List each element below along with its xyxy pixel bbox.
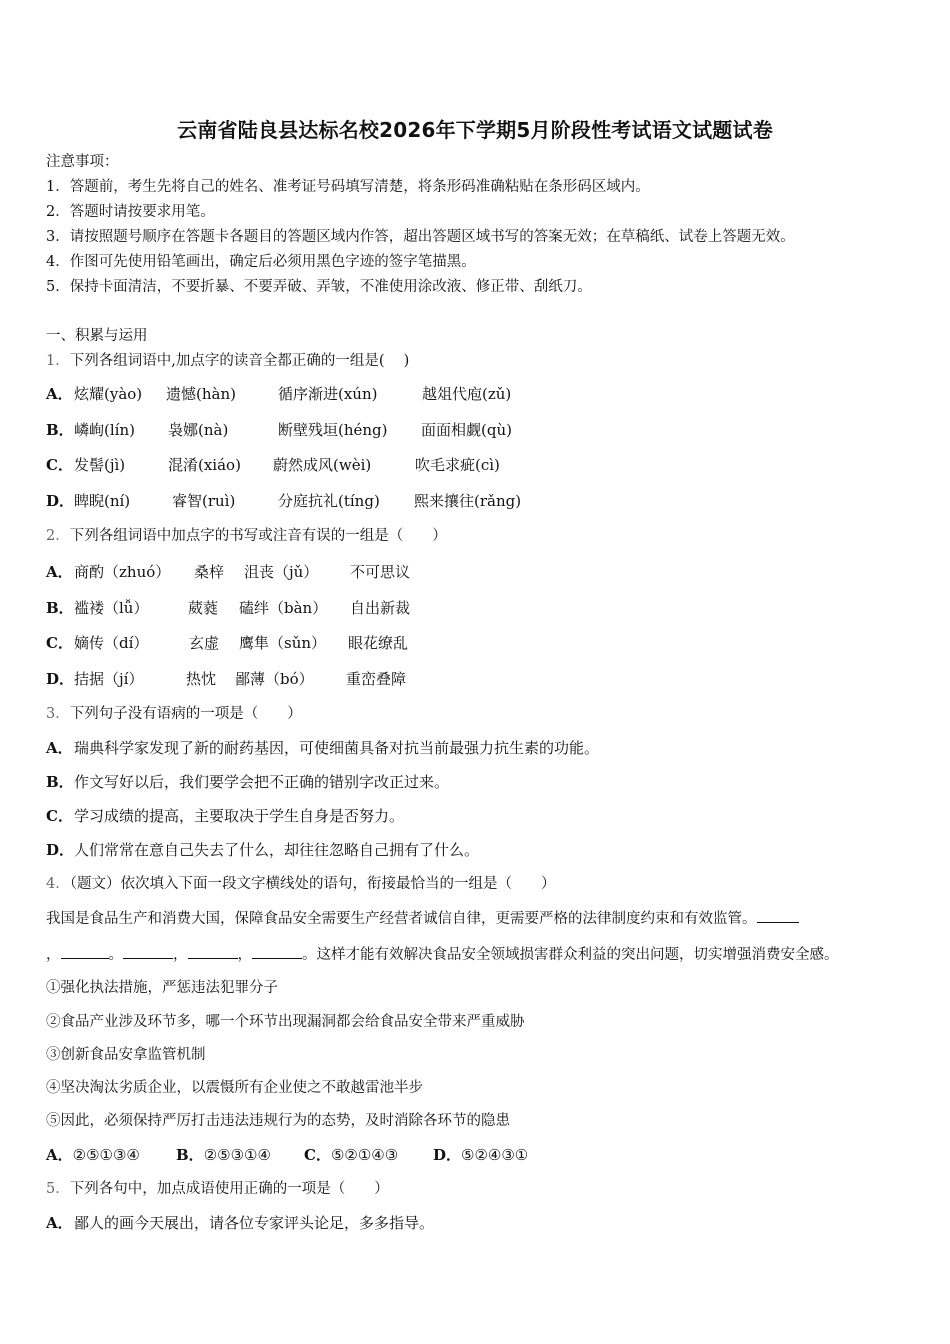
option-text: 人们常常在意自己失去了什么，却往往忽略自己拥有了什么。	[74, 841, 480, 859]
option-text: ⑤②④③①	[461, 1146, 529, 1164]
option-label: D．	[433, 1146, 462, 1164]
q2-option-a	[46, 562, 411, 582]
option-item: 熙来攘往(rǎng)	[414, 492, 522, 510]
q3-option-a	[46, 738, 599, 758]
option-text: 鄙人的画今天展出，请各位专家评头论足，多多指导。	[74, 1214, 435, 1232]
option-item: 蔚然成风(wèi)	[273, 456, 372, 474]
section-heading: 一、积累与运用	[46, 328, 148, 344]
option-item: 商酌（zhuó）	[74, 563, 171, 581]
option-text: 学习成绩的提高，主要取决于学生自身是否努力。	[74, 807, 405, 825]
option-item: 沮丧（jǔ）	[244, 563, 319, 581]
punctuation: ，	[237, 947, 252, 963]
question-text: 下列各句中，加点成语使用正确的一项是（ ）	[69, 1181, 389, 1197]
option-item: 睥睨(ní)	[74, 492, 131, 510]
passage-text: 我国是食品生产和消费大国，保障食品安全需要生产经营者诚信自律，更需要严格的法律制度约束和有效监管。	[46, 911, 757, 927]
q4-option-d	[433, 1145, 528, 1165]
option-item: 重峦叠障	[346, 670, 407, 688]
punctuation: ，	[173, 947, 188, 963]
option-item: 断壁残垣(héng)	[278, 421, 388, 439]
question-text: 下列句子没有语病的一项是（ ）	[69, 706, 302, 722]
q4-statement: ⑤因此，必须保持严厉打击违法违规行为的态势，及时消除各环节的隐患	[46, 1113, 510, 1129]
question-text: 下列各组词语中加点字的书写或注音有误的一组是（ ）	[69, 528, 447, 544]
option-item: 葳蕤	[188, 599, 219, 617]
option-item: 混淆(xiáo)	[168, 456, 241, 474]
option-label: B．	[46, 421, 74, 439]
option-label: B．	[46, 599, 74, 617]
notice-item: 4．作图可先使用铅笔画出，确定后必须用黑色字迹的签字笔描黑。	[46, 254, 476, 270]
option-item: 拮据（jí）	[74, 670, 144, 688]
q2-option-b	[46, 598, 411, 618]
option-label: C．	[304, 1146, 331, 1164]
option-text: 作文写好以后，我们要学会把不正确的错别字改正过来。	[74, 773, 450, 791]
q4-statement: ②食品产业涉及环节多，哪一个环节出现漏洞都会给食品安全带来严重威胁	[46, 1014, 525, 1030]
question-number: 4．	[46, 876, 70, 892]
option-label: D．	[46, 841, 75, 859]
option-label: A．	[46, 1146, 73, 1164]
option-text: ②⑤①③④	[72, 1146, 140, 1164]
question-text: 下列各组词语中,加点字的读音全都正确的一组是( )	[69, 353, 410, 369]
option-item: 睿智(ruì)	[172, 492, 236, 510]
option-item: 鹰隼（sǔn）	[239, 634, 327, 652]
notice-item: 2．答题时请按要求用笔。	[46, 204, 215, 220]
q3-option-d	[46, 840, 479, 860]
option-text: ②⑤③①④	[203, 1146, 271, 1164]
exam-title: 云南省陆良县达标名校2026年下学期5月阶段性考试语文试题试卷	[177, 118, 773, 142]
option-item: 眼花缭乱	[348, 634, 409, 652]
q4-statement: ④坚决淘汰劣质企业，以震慑所有企业使之不敢越雷池半步	[46, 1080, 423, 1096]
option-item: 面面相觑(qù)	[421, 421, 512, 439]
option-item: 吹毛求疵(cì)	[415, 456, 500, 474]
q1-option-b	[46, 420, 512, 440]
option-item: 鄙薄（bó）	[235, 670, 314, 688]
question-text: （题文）依次填入下面一段文字横线处的语句，衔接最恰当的一组是（ ）	[69, 876, 556, 892]
q1-option-d	[46, 491, 522, 511]
punctuation: ，	[46, 947, 61, 963]
option-label: A．	[46, 1214, 73, 1232]
option-item: 自出新裁	[350, 599, 411, 617]
question-5-stem	[46, 1179, 389, 1199]
option-label: C．	[46, 634, 73, 652]
answer-blank	[188, 944, 238, 959]
option-item: 热忱	[186, 670, 217, 688]
option-item: 嶙峋(lín)	[74, 421, 135, 439]
punctuation: 。	[108, 947, 123, 963]
answer-blank	[123, 944, 173, 959]
option-label: A．	[46, 739, 73, 757]
option-label: B．	[46, 773, 74, 791]
question-number: 2．	[46, 528, 70, 544]
question-3-stem	[46, 704, 302, 724]
q4-statement: ①强化执法措施，严惩违法犯罪分子	[46, 980, 278, 996]
notice-item: 3．请按照题号顺序在答题卡各题目的答题区域内作答，超出答题区域书写的答案无效；在草稿纸、试卷上答题无效。	[46, 229, 795, 245]
option-item: 玄虚	[189, 634, 220, 652]
q1-option-c	[46, 455, 500, 475]
q3-option-b	[46, 772, 449, 792]
option-label: C．	[46, 807, 73, 825]
option-item: 越俎代庖(zǔ)	[422, 385, 512, 403]
option-item: 磕绊（bàn）	[239, 599, 328, 617]
option-item: 遗憾(hàn)	[166, 385, 236, 403]
notice-item: 5．保持卡面清洁，不要折暴、不要弄破、弄皱，不准使用涂改液、修正带、刮纸刀。	[46, 279, 592, 295]
option-item: 发髻(jì)	[74, 456, 126, 474]
notice-heading: 注意事项：	[46, 154, 119, 170]
option-item: 分庭抗礼(tíng)	[278, 492, 380, 510]
q4-option-c	[304, 1145, 398, 1165]
option-item: 不可思议	[350, 563, 411, 581]
option-label: A．	[46, 563, 73, 581]
q1-option-a	[46, 384, 512, 404]
q5-option-a	[46, 1213, 434, 1233]
question-4-stem	[46, 874, 555, 894]
option-label: D．	[46, 670, 75, 688]
option-label: D．	[46, 492, 75, 510]
q4-option-b	[176, 1145, 271, 1165]
q2-option-c	[46, 633, 409, 653]
question-number: 1．	[46, 353, 70, 369]
question-number: 5．	[46, 1181, 70, 1197]
option-item: 炫耀(yào)	[74, 385, 143, 403]
option-text: ⑤②①④③	[330, 1146, 399, 1164]
question-1-stem	[46, 351, 409, 371]
option-label: C．	[46, 456, 73, 474]
notice-item: 1．答题前，考生先将自己的姓名、准考证号码填写清楚，将条形码准确粘贴在条形码区域内。	[46, 179, 650, 195]
option-item: 袅娜(nà)	[168, 421, 229, 439]
answer-blank	[757, 908, 799, 923]
q2-option-d	[46, 669, 407, 689]
answer-blank	[61, 944, 109, 959]
question-2-stem	[46, 526, 447, 546]
passage-text: 。这样才能有效解决食品安全领域损害群众利益的突出问题，切实增强消费安全感。	[302, 947, 839, 963]
option-item: 桑梓	[194, 563, 225, 581]
option-text: 瑞典科学家发现了新的耐药基因，可使细菌具备对抗当前最强力抗生素的功能。	[74, 739, 600, 757]
q4-passage-line-2	[46, 944, 839, 965]
q4-statement: ③创新食品安拿监管机制	[46, 1047, 206, 1063]
option-label: A．	[46, 385, 73, 403]
option-item: 嫡传（dí）	[74, 634, 149, 652]
q3-option-c	[46, 806, 404, 826]
answer-blank	[252, 944, 302, 959]
option-label: B．	[176, 1146, 204, 1164]
question-number: 3．	[46, 706, 70, 722]
option-item: 循序渐进(xún)	[278, 385, 378, 403]
q4-passage-line-1	[46, 908, 799, 929]
q4-option-a	[46, 1145, 140, 1165]
option-item: 褴褛（lǚ）	[74, 599, 149, 617]
